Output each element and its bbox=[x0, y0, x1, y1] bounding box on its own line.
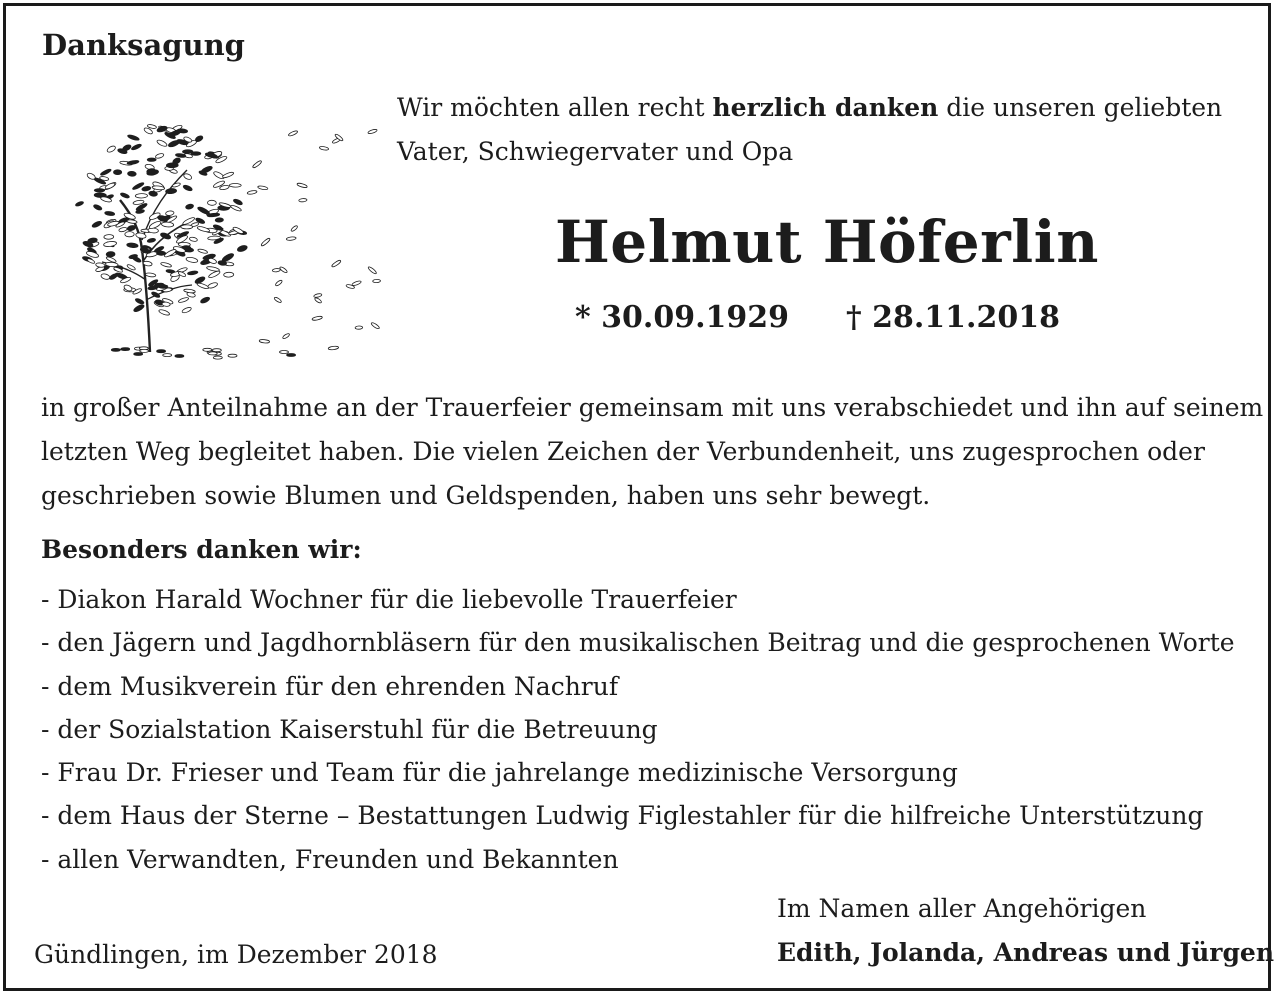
body-paragraph bbox=[41, 386, 1263, 518]
thanks-item: - dem Haus der Sterne – Bestattungen Ludwig Figlestahler für die hilfreiche Unterstützung bbox=[41, 801, 1204, 831]
intro-before: Wir möchten allen recht bbox=[397, 93, 713, 122]
thanks-list bbox=[41, 578, 1235, 881]
life-dates bbox=[575, 300, 1060, 335]
paragraph-line: in großer Anteilnahme an der Trauerfeier gemeinsam mit uns verabschiedet und ihn auf seinem bbox=[41, 393, 1264, 422]
thanks-item: - Diakon Harald Wochner für die liebevolle Trauerfeier bbox=[41, 585, 737, 614]
thanks-item: - den Jägern und Jagdhornbläsern für den musikalischen Beitrag und die gesprochenen Worte bbox=[41, 628, 1235, 658]
paragraph-line: letzten Weg begleitet haben. Die vielen Zeichen der Verbundenheit, uns zugesprochen oder bbox=[41, 437, 1205, 466]
thanks-item: - Frau Dr. Frieser und Team für die jahrelange medizinische Versorgung bbox=[41, 758, 958, 788]
birth-star-icon: * bbox=[575, 300, 591, 335]
death-cross-icon: † bbox=[845, 300, 862, 335]
thanks-item: - der Sozialstation Kaiserstuhl für die Betreuung bbox=[41, 714, 658, 744]
notice-heading: Danksagung bbox=[42, 28, 245, 62]
signature-label: Im Namen aller Angehörigen bbox=[777, 894, 1147, 923]
thanks-heading: Besonders danken wir: bbox=[41, 535, 362, 564]
signature-names: Edith, Jolanda, Andreas und Jürgen bbox=[777, 938, 1275, 967]
death-date: 28.11.2018 bbox=[872, 300, 1060, 335]
birth-date: 30.09.1929 bbox=[601, 300, 790, 335]
tree-illustration bbox=[62, 80, 392, 365]
intro-line-2: Vater, Schwiegervater und Opa bbox=[397, 137, 794, 166]
paragraph-line: geschrieben sowie Blumen und Geldspenden, haben uns sehr bewegt. bbox=[41, 481, 931, 510]
deceased-name: Helmut Höferlin bbox=[555, 208, 1099, 276]
thanks-item: - allen Verwandten, Freunden und Bekannten bbox=[41, 844, 619, 874]
intro-text bbox=[397, 86, 1222, 174]
intro-bold: herzlich danken bbox=[712, 93, 939, 122]
thanks-item: - dem Musikverein für den ehrenden Nachruf bbox=[41, 671, 619, 701]
place-date: Gündlingen, im Dezember 2018 bbox=[34, 940, 438, 969]
intro-after: die unseren geliebten bbox=[938, 93, 1223, 122]
intro-line-1 bbox=[397, 86, 1222, 130]
